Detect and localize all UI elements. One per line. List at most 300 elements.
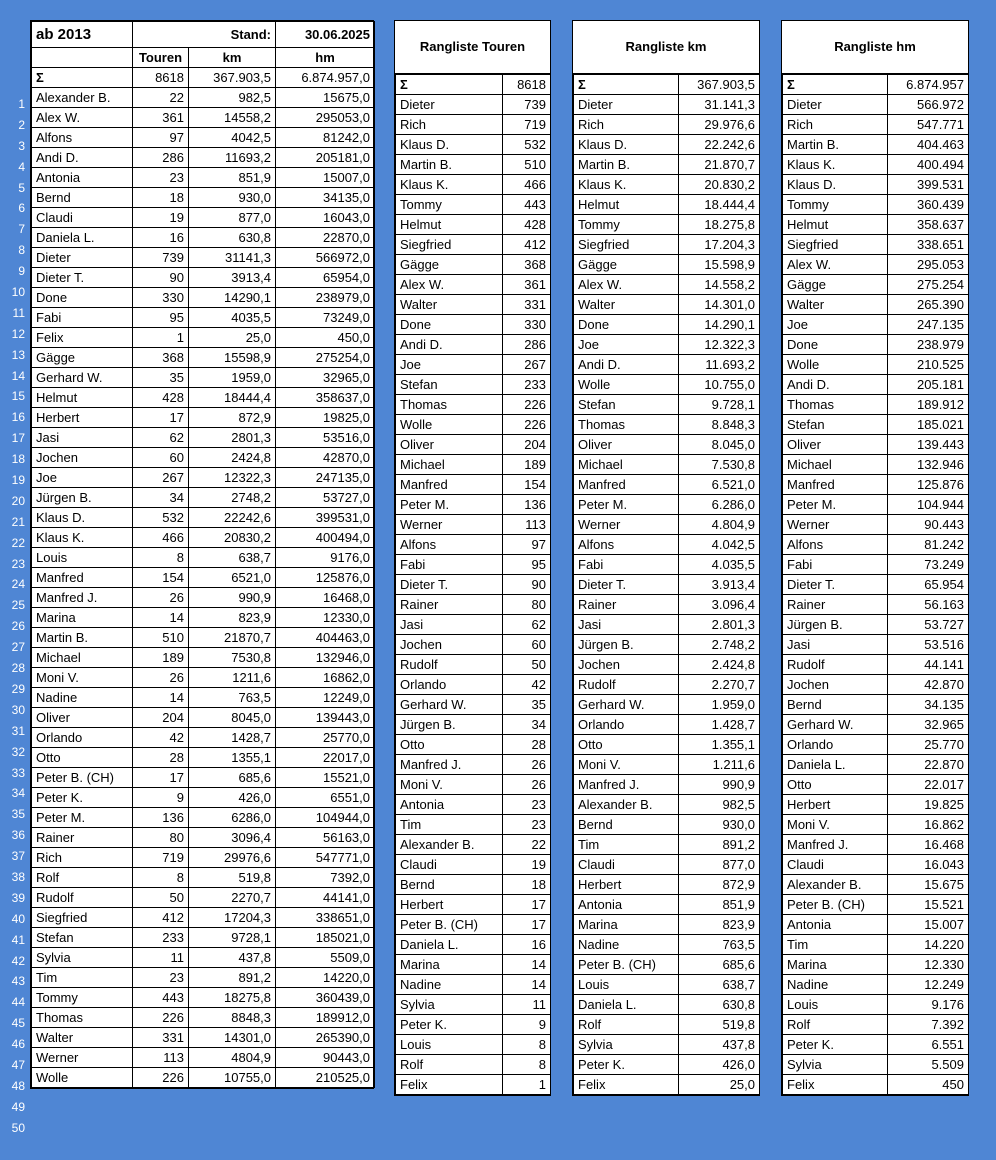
table-row bbox=[574, 795, 760, 815]
table-row bbox=[396, 475, 551, 495]
cell-value: 16.043 bbox=[888, 855, 969, 875]
cell-hm: 12330,0 bbox=[276, 608, 375, 628]
cell-value: 15.007 bbox=[888, 915, 969, 935]
cell-name: Peter B. (CH) bbox=[783, 895, 888, 915]
rank-touren-sum: 8618 bbox=[503, 75, 551, 95]
cell-value: 81.242 bbox=[888, 535, 969, 555]
cell-value: 95 bbox=[503, 555, 551, 575]
cell-name: Rudolf bbox=[783, 655, 888, 675]
cell-touren: 532 bbox=[133, 508, 189, 528]
rank-km-sum-row bbox=[574, 75, 760, 95]
cell-name: Thomas bbox=[396, 395, 503, 415]
cell-touren: 35 bbox=[133, 368, 189, 388]
cell-value: 21.870,7 bbox=[679, 155, 760, 175]
cell-name: Marina bbox=[32, 608, 133, 628]
row-number: 40 bbox=[11, 911, 25, 926]
row-number: 7 bbox=[18, 222, 25, 237]
cell-name: Antonia bbox=[783, 915, 888, 935]
cell-hm: 14220,0 bbox=[276, 968, 375, 988]
table-row bbox=[574, 215, 760, 235]
table-row bbox=[396, 255, 551, 275]
row-number: 27 bbox=[11, 640, 25, 655]
cell-value: 53.516 bbox=[888, 635, 969, 655]
table-row bbox=[574, 775, 760, 795]
cell-value: 233 bbox=[503, 375, 551, 395]
cell-km: 2801,3 bbox=[189, 428, 276, 448]
table-row bbox=[783, 555, 969, 575]
cell-value: 20.830,2 bbox=[679, 175, 760, 195]
table-row bbox=[783, 975, 969, 995]
table-row bbox=[574, 575, 760, 595]
table-row bbox=[574, 715, 760, 735]
table-row bbox=[32, 228, 375, 248]
cell-value: 532 bbox=[503, 135, 551, 155]
cell-name: Andi D. bbox=[574, 355, 679, 375]
sum-symbol: Σ bbox=[32, 68, 133, 88]
table-row bbox=[396, 415, 551, 435]
cell-value: 15.675 bbox=[888, 875, 969, 895]
table-row bbox=[783, 855, 969, 875]
cell-value: 62 bbox=[503, 615, 551, 635]
cell-name: Fabi bbox=[32, 308, 133, 328]
cell-value: 368 bbox=[503, 255, 551, 275]
table-row bbox=[396, 935, 551, 955]
header-km: km bbox=[189, 48, 276, 68]
cell-name: Thomas bbox=[574, 415, 679, 435]
table-row bbox=[783, 235, 969, 255]
cell-name: Tim bbox=[32, 968, 133, 988]
cell-name: Antonia bbox=[574, 895, 679, 915]
row-number: 10 bbox=[11, 285, 25, 300]
cell-name: Oliver bbox=[32, 708, 133, 728]
cell-value: 851,9 bbox=[679, 895, 760, 915]
cell-km: 3096,4 bbox=[189, 828, 276, 848]
cell-touren: 331 bbox=[133, 1028, 189, 1048]
cell-name: Jürgen B. bbox=[396, 715, 503, 735]
cell-km: 14558,2 bbox=[189, 108, 276, 128]
table-row bbox=[574, 955, 760, 975]
cell-value: 25.770 bbox=[888, 735, 969, 755]
cell-name: Walter bbox=[32, 1028, 133, 1048]
cell-touren: 739 bbox=[133, 248, 189, 268]
cell-hm: 399531,0 bbox=[276, 508, 375, 528]
table-row bbox=[32, 528, 375, 548]
cell-name: Wolle bbox=[574, 375, 679, 395]
table-row bbox=[574, 675, 760, 695]
table-row bbox=[574, 1075, 760, 1095]
cell-name: Sylvia bbox=[574, 1035, 679, 1055]
table-row bbox=[396, 495, 551, 515]
cell-touren: 16 bbox=[133, 228, 189, 248]
cell-hm: 189912,0 bbox=[276, 1008, 375, 1028]
table-row bbox=[574, 335, 760, 355]
cell-value: 4.035,5 bbox=[679, 555, 760, 575]
cell-name: Andi D. bbox=[396, 335, 503, 355]
row-number: 38 bbox=[11, 869, 25, 884]
cell-value: 450 bbox=[888, 1075, 969, 1095]
table-row bbox=[32, 948, 375, 968]
row-number: 21 bbox=[11, 514, 25, 529]
table-row bbox=[396, 315, 551, 335]
rank-hm-sum: 6.874.957 bbox=[888, 75, 969, 95]
cell-km: 4035,5 bbox=[189, 308, 276, 328]
cell-km: 25,0 bbox=[189, 328, 276, 348]
cell-value: 14.301,0 bbox=[679, 295, 760, 315]
cell-name: Joe bbox=[783, 315, 888, 335]
cell-km: 2424,8 bbox=[189, 448, 276, 468]
cell-value: 823,9 bbox=[679, 915, 760, 935]
table-row bbox=[396, 855, 551, 875]
cell-name: Bernd bbox=[396, 875, 503, 895]
cell-name: Gägge bbox=[32, 348, 133, 368]
cell-value: 73.249 bbox=[888, 555, 969, 575]
cell-name: Otto bbox=[574, 735, 679, 755]
cell-hm: 44141,0 bbox=[276, 888, 375, 908]
rank-touren-sum-row bbox=[396, 75, 551, 95]
cell-value: 22.870 bbox=[888, 755, 969, 775]
cell-name: Rich bbox=[783, 115, 888, 135]
cell-value: 3.913,4 bbox=[679, 575, 760, 595]
cell-touren: 412 bbox=[133, 908, 189, 928]
main-table-panel bbox=[30, 20, 374, 1089]
cell-name: Helmut bbox=[32, 388, 133, 408]
table-row bbox=[783, 215, 969, 235]
cell-value: 338.651 bbox=[888, 235, 969, 255]
cell-value: 1.428,7 bbox=[679, 715, 760, 735]
table-row bbox=[32, 328, 375, 348]
cell-name: Joe bbox=[32, 468, 133, 488]
table-row bbox=[32, 128, 375, 148]
cell-value: 331 bbox=[503, 295, 551, 315]
cell-touren: 34 bbox=[133, 488, 189, 508]
cell-value: 466 bbox=[503, 175, 551, 195]
sum-km: 367.903,5 bbox=[189, 68, 276, 88]
cell-name: Alex W. bbox=[32, 108, 133, 128]
table-row bbox=[32, 488, 375, 508]
cell-km: 4804,9 bbox=[189, 1048, 276, 1068]
cell-name: Alexander B. bbox=[32, 88, 133, 108]
row-number: 5 bbox=[18, 180, 25, 195]
cell-hm: 22870,0 bbox=[276, 228, 375, 248]
table-row bbox=[396, 635, 551, 655]
cell-name: Rolf bbox=[32, 868, 133, 888]
row-number: 4 bbox=[18, 159, 25, 174]
table-row bbox=[32, 468, 375, 488]
cell-value: 210.525 bbox=[888, 355, 969, 375]
table-row bbox=[32, 748, 375, 768]
rank-hm-panel bbox=[781, 20, 969, 1096]
cell-name: Nadine bbox=[32, 688, 133, 708]
table-row bbox=[783, 695, 969, 715]
table-row bbox=[32, 348, 375, 368]
cell-name: Marina bbox=[783, 955, 888, 975]
cell-hm: 15675,0 bbox=[276, 88, 375, 108]
cell-value: 719 bbox=[503, 115, 551, 135]
cell-km: 15598,9 bbox=[189, 348, 276, 368]
table-row bbox=[783, 175, 969, 195]
table-row bbox=[574, 455, 760, 475]
table-row bbox=[32, 1008, 375, 1028]
cell-value: 50 bbox=[503, 655, 551, 675]
table-row bbox=[396, 715, 551, 735]
cell-name: Louis bbox=[574, 975, 679, 995]
cell-name: Klaus D. bbox=[574, 135, 679, 155]
table-row bbox=[574, 395, 760, 415]
cell-value: 412 bbox=[503, 235, 551, 255]
cell-name: Rudolf bbox=[396, 655, 503, 675]
cell-name: Tim bbox=[574, 835, 679, 855]
cell-name: Daniela L. bbox=[783, 755, 888, 775]
table-row bbox=[783, 875, 969, 895]
row-number: 36 bbox=[11, 828, 25, 843]
table-row bbox=[783, 915, 969, 935]
cell-km: 638,7 bbox=[189, 548, 276, 568]
cell-name: Felix bbox=[574, 1075, 679, 1095]
cell-hm: 404463,0 bbox=[276, 628, 375, 648]
cell-name: Jasi bbox=[783, 635, 888, 655]
table-row bbox=[32, 368, 375, 388]
table-row bbox=[783, 455, 969, 475]
cell-touren: 226 bbox=[133, 1068, 189, 1088]
cell-touren: 466 bbox=[133, 528, 189, 548]
cell-name: Peter M. bbox=[32, 808, 133, 828]
table-row bbox=[783, 815, 969, 835]
cell-value: 12.330 bbox=[888, 955, 969, 975]
cell-touren: 8 bbox=[133, 548, 189, 568]
cell-km: 823,9 bbox=[189, 608, 276, 628]
cell-name: Claudi bbox=[396, 855, 503, 875]
table-row bbox=[396, 555, 551, 575]
cell-value: 295.053 bbox=[888, 255, 969, 275]
cell-name: Martin B. bbox=[32, 628, 133, 648]
table-row bbox=[396, 135, 551, 155]
cell-name: Joe bbox=[396, 355, 503, 375]
cell-value: 226 bbox=[503, 395, 551, 415]
cell-value: 22.242,6 bbox=[679, 135, 760, 155]
cell-name: Helmut bbox=[783, 215, 888, 235]
row-number: 31 bbox=[11, 723, 25, 738]
cell-value: 132.946 bbox=[888, 455, 969, 475]
cell-touren: 17 bbox=[133, 768, 189, 788]
cell-value: 14 bbox=[503, 955, 551, 975]
cell-km: 6521,0 bbox=[189, 568, 276, 588]
cell-name: Walter bbox=[783, 295, 888, 315]
cell-value: 982,5 bbox=[679, 795, 760, 815]
cell-name: Orlando bbox=[574, 715, 679, 735]
cell-name: Bernd bbox=[574, 815, 679, 835]
cell-name: Wolle bbox=[396, 415, 503, 435]
cell-name: Oliver bbox=[396, 435, 503, 455]
table-row bbox=[574, 555, 760, 575]
cell-km: 8045,0 bbox=[189, 708, 276, 728]
cell-value: 8 bbox=[503, 1055, 551, 1075]
cell-hm: 16468,0 bbox=[276, 588, 375, 608]
cell-name: Moni V. bbox=[783, 815, 888, 835]
cell-name: Jasi bbox=[574, 615, 679, 635]
table-row bbox=[783, 995, 969, 1015]
cell-km: 630,8 bbox=[189, 228, 276, 248]
cell-name: Alfons bbox=[396, 535, 503, 555]
table-row bbox=[574, 315, 760, 335]
cell-value: 90 bbox=[503, 575, 551, 595]
cell-value: 32.965 bbox=[888, 715, 969, 735]
cell-km: 877,0 bbox=[189, 208, 276, 228]
cell-name: Wolle bbox=[32, 1068, 133, 1088]
cell-value: 189 bbox=[503, 455, 551, 475]
cell-value: 17.204,3 bbox=[679, 235, 760, 255]
cell-km: 891,2 bbox=[189, 968, 276, 988]
cell-value: 8 bbox=[503, 1035, 551, 1055]
cell-value: 14.558,2 bbox=[679, 275, 760, 295]
rank-touren-panel bbox=[394, 20, 551, 1096]
cell-name: Jasi bbox=[396, 615, 503, 635]
table-row bbox=[396, 915, 551, 935]
cell-value: 22.017 bbox=[888, 775, 969, 795]
cell-km: 930,0 bbox=[189, 188, 276, 208]
cell-touren: 14 bbox=[133, 608, 189, 628]
cell-name: Gerhard W. bbox=[783, 715, 888, 735]
rank-hm-sum-symbol: Σ bbox=[783, 75, 888, 95]
table-row bbox=[574, 975, 760, 995]
cell-hm: 32965,0 bbox=[276, 368, 375, 388]
table-row bbox=[783, 335, 969, 355]
cell-touren: 50 bbox=[133, 888, 189, 908]
cell-name: Wolle bbox=[783, 355, 888, 375]
cell-name: Sylvia bbox=[396, 995, 503, 1015]
cell-name: Peter B. (CH) bbox=[574, 955, 679, 975]
table-row bbox=[783, 1035, 969, 1055]
cell-name: Moni V. bbox=[396, 775, 503, 795]
cell-value: 80 bbox=[503, 595, 551, 615]
cell-name: Herbert bbox=[32, 408, 133, 428]
cell-touren: 267 bbox=[133, 468, 189, 488]
table-row bbox=[783, 115, 969, 135]
table-row bbox=[32, 568, 375, 588]
table-row bbox=[574, 415, 760, 435]
cell-hm: 56163,0 bbox=[276, 828, 375, 848]
cell-name: Dieter T. bbox=[783, 575, 888, 595]
table-row bbox=[396, 1055, 551, 1075]
cell-touren: 28 bbox=[133, 748, 189, 768]
cell-name: Orlando bbox=[783, 735, 888, 755]
row-number: 39 bbox=[11, 890, 25, 905]
table-row bbox=[396, 375, 551, 395]
table-row bbox=[574, 695, 760, 715]
cell-hm: 275254,0 bbox=[276, 348, 375, 368]
table-row bbox=[32, 448, 375, 468]
cell-name: Alex W. bbox=[783, 255, 888, 275]
cell-value: 18 bbox=[503, 875, 551, 895]
cell-hm: 450,0 bbox=[276, 328, 375, 348]
row-number: 16 bbox=[11, 410, 25, 425]
cell-value: 31.141,3 bbox=[679, 95, 760, 115]
table-row bbox=[574, 1015, 760, 1035]
cell-km: 10755,0 bbox=[189, 1068, 276, 1088]
table-row bbox=[574, 115, 760, 135]
table-row bbox=[574, 1035, 760, 1055]
cell-hm: 90443,0 bbox=[276, 1048, 375, 1068]
table-row bbox=[783, 435, 969, 455]
column-header-row bbox=[32, 48, 375, 68]
table-row bbox=[396, 335, 551, 355]
cell-name: Rudolf bbox=[32, 888, 133, 908]
cell-value: 12.322,3 bbox=[679, 335, 760, 355]
table-row bbox=[32, 428, 375, 448]
cell-touren: 19 bbox=[133, 208, 189, 228]
table-row bbox=[574, 515, 760, 535]
rank-km-sum-symbol: Σ bbox=[574, 75, 679, 95]
cell-name: Oliver bbox=[783, 435, 888, 455]
table-row bbox=[574, 615, 760, 635]
rank-hm-sum-row bbox=[783, 75, 969, 95]
cell-name: Rainer bbox=[32, 828, 133, 848]
table-row bbox=[32, 1028, 375, 1048]
cell-value: 9 bbox=[503, 1015, 551, 1035]
row-number: 37 bbox=[11, 849, 25, 864]
row-number: 50 bbox=[11, 1120, 25, 1135]
cell-value: 42.870 bbox=[888, 675, 969, 695]
cell-name: Marina bbox=[396, 955, 503, 975]
table-row bbox=[783, 495, 969, 515]
cell-hm: 42870,0 bbox=[276, 448, 375, 468]
cell-value: 205.181 bbox=[888, 375, 969, 395]
cell-hm: 53516,0 bbox=[276, 428, 375, 448]
table-row bbox=[396, 995, 551, 1015]
cell-value: 519,8 bbox=[679, 1015, 760, 1035]
cell-name: Thomas bbox=[32, 1008, 133, 1028]
cell-name: Otto bbox=[783, 775, 888, 795]
cell-value: 14.290,1 bbox=[679, 315, 760, 335]
row-number: 30 bbox=[11, 702, 25, 717]
table-row bbox=[783, 955, 969, 975]
cell-name: Fabi bbox=[574, 555, 679, 575]
cell-value: 443 bbox=[503, 195, 551, 215]
cell-value: 4.042,5 bbox=[679, 535, 760, 555]
cell-hm: 53727,0 bbox=[276, 488, 375, 508]
stand-label: Stand: bbox=[133, 22, 276, 48]
table-row bbox=[396, 295, 551, 315]
cell-value: 877,0 bbox=[679, 855, 760, 875]
table-row bbox=[783, 395, 969, 415]
cell-name: Marina bbox=[574, 915, 679, 935]
cell-hm: 125876,0 bbox=[276, 568, 375, 588]
cell-name: Manfred bbox=[396, 475, 503, 495]
table-row bbox=[32, 408, 375, 428]
cell-value: 930,0 bbox=[679, 815, 760, 835]
cell-value: 685,6 bbox=[679, 955, 760, 975]
cell-name: Antonia bbox=[396, 795, 503, 815]
cell-km: 7530,8 bbox=[189, 648, 276, 668]
header-name bbox=[32, 48, 133, 68]
cell-name: Moni V. bbox=[32, 668, 133, 688]
cell-name: Oliver bbox=[574, 435, 679, 455]
cell-value: 1.211,6 bbox=[679, 755, 760, 775]
cell-value: 154 bbox=[503, 475, 551, 495]
table-row bbox=[32, 108, 375, 128]
cell-name: Tommy bbox=[396, 195, 503, 215]
row-number: 24 bbox=[11, 577, 25, 592]
cell-touren: 1 bbox=[133, 328, 189, 348]
cell-hm: 16043,0 bbox=[276, 208, 375, 228]
table-row bbox=[783, 355, 969, 375]
cell-name: Jürgen B. bbox=[574, 635, 679, 655]
cell-km: 12322,3 bbox=[189, 468, 276, 488]
cell-value: 204 bbox=[503, 435, 551, 455]
cell-hm: 104944,0 bbox=[276, 808, 375, 828]
cell-name: Fabi bbox=[783, 555, 888, 575]
cell-name: Orlando bbox=[396, 675, 503, 695]
table-row bbox=[396, 955, 551, 975]
